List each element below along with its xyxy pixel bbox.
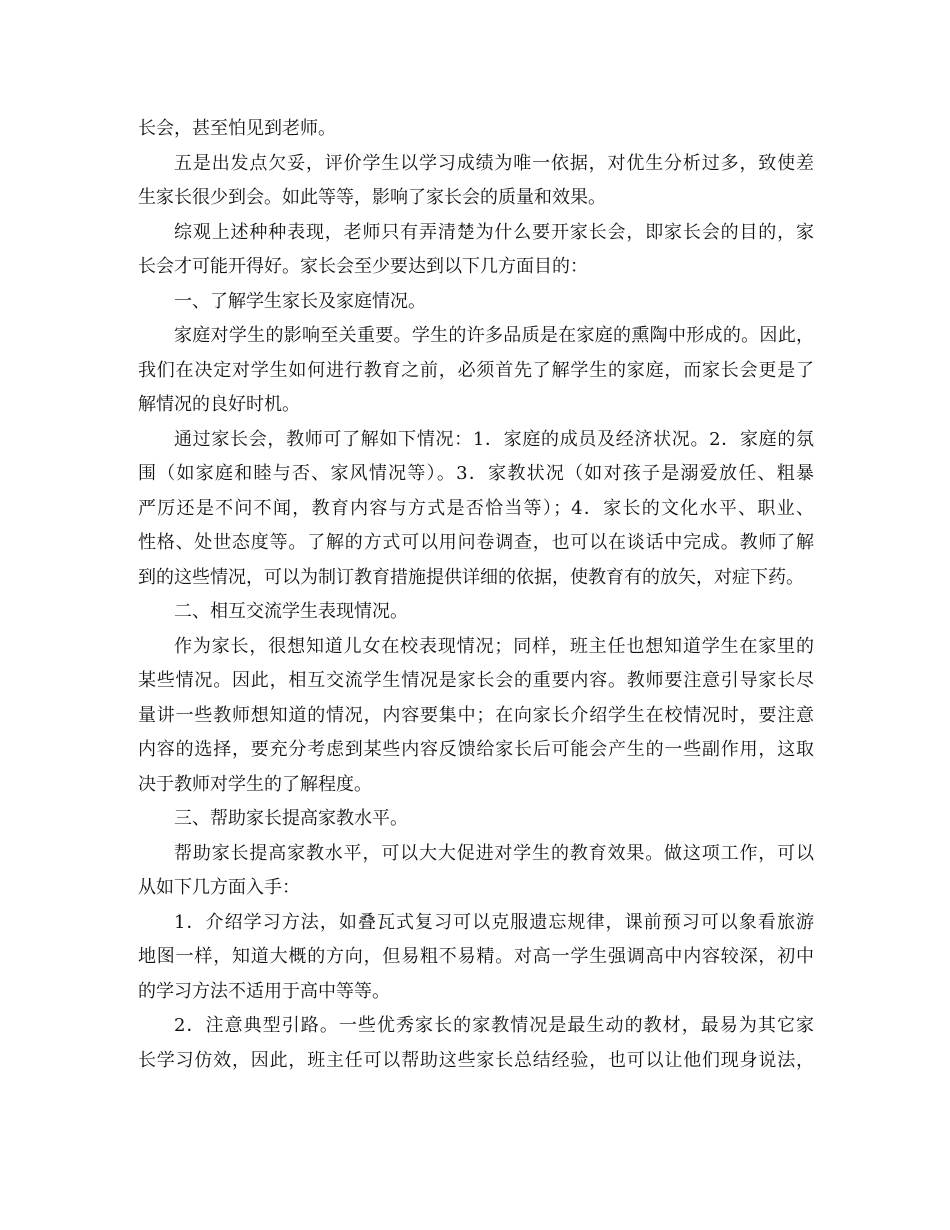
- text-line: 一、了解学生家长及家庭情况。: [174, 290, 426, 312]
- text-line: 解情况的良好时机。: [138, 394, 300, 415]
- document-body: [138, 112, 814, 1078]
- text-line: 围（如家庭和睦与否、家风情况等）。3．家教状况（如对孩子是溺爱放任、粗暴: [138, 463, 814, 484]
- text-line: 帮助家长提高家教水平，可以大大促进对学生的教育效果。做这项工作，可以: [174, 842, 814, 864]
- text-line: 长学习仿效，因此，班主任可以帮助这些家长总结经验，也可以让他们现身说法，: [138, 1049, 814, 1071]
- text-line: 长会才可能开得好。家长会至少要达到以下几方面目的：: [138, 256, 588, 277]
- text-line: 决于教师对学生的了解程度。: [138, 773, 372, 795]
- text-line: 二、相互交流学生表现情况。: [174, 601, 408, 622]
- text-line: 2．注意典型引路。一些优秀家长的家教情况是最生动的教材，最易为其它家: [174, 1015, 814, 1036]
- text-line: 性格、处世态度等。了解的方式可以用问卷调查，也可以在谈话中完成。教师了解: [138, 532, 814, 553]
- text-line: 内容的选择，要充分考虑到某些内容反馈给家长后可能会产生的一些副作用，这取: [138, 739, 814, 760]
- text-line: 我们在决定对学生如何进行教育之前，必须首先了解学生的家庭，而家长会更是了: [138, 359, 814, 381]
- text-line: 地图一样，知道大概的方向，但易粗不易精。对高一学生强调高中内容较深，初中: [138, 946, 814, 967]
- text-line: 1．介绍学习方法，如叠瓦式复习可以克服遗忘规律，课前预习可以象看旅游: [174, 911, 814, 933]
- text-line: 三、帮助家长提高家教水平。: [174, 808, 408, 829]
- text-line: 家庭对学生的影响至关重要。学生的许多品质是在家庭的熏陶中形成的。因此，: [174, 325, 814, 346]
- text-line: 长会，甚至怕见到老师。: [138, 118, 336, 139]
- text-line: 五是出发点欠妥，评价学生以学习成绩为唯一依据，对优生分析过多，致使差: [174, 152, 814, 174]
- text-line: 生家长很少到会。如此等等，影响了家长会的质量和效果。: [138, 187, 606, 208]
- text-line: 作为家长，很想知道儿女在校表现情况；同样，班主任也想知道学生在家里的: [174, 635, 814, 657]
- text-line: 的学习方法不适用于高中等等。: [138, 980, 390, 1002]
- text-line: 通过家长会，教师可了解如下情况：1．家庭的成员及经济状况。2．家庭的氛: [174, 428, 814, 450]
- text-line: 到的这些情况，可以为制订教育措施提供详细的依据，使教育有的放矢，对症下药。: [138, 566, 804, 588]
- text-line: 从如下几方面入手：: [138, 877, 300, 898]
- text-line: 量讲一些教师想知道的情况，内容要集中；在向家长介绍学生在校情况时，要注意: [138, 704, 814, 726]
- text-line: 综观上述种种表现，老师只有弄清楚为什么要开家长会，即家长会的目的，家: [174, 221, 814, 243]
- text-line: 某些情况。因此，相互交流学生情况是家长会的重要内容。教师要注意引导家长尽: [138, 670, 814, 691]
- text-line: 严厉还是不问不闻，教育内容与方式是否恰当等）；4．家长的文化水平、职业、: [138, 497, 814, 519]
